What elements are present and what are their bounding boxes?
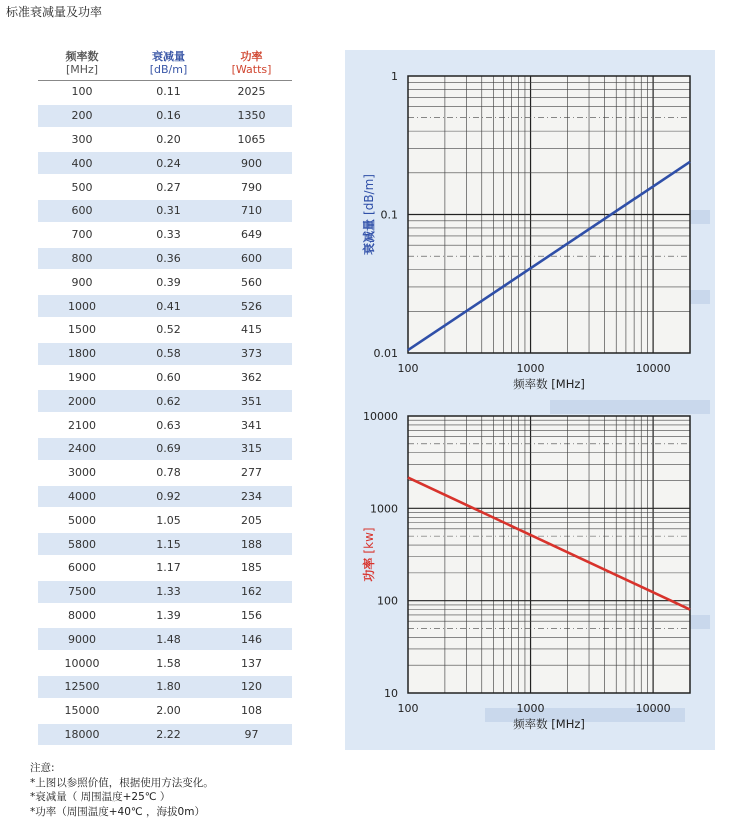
cell-attenuation: 1.33 <box>126 580 211 604</box>
cell-frequency: 5800 <box>38 532 126 556</box>
table-row <box>38 342 292 366</box>
cell-power: 600 <box>211 247 292 271</box>
table-row <box>38 413 292 437</box>
y-tick-label: 10 <box>384 687 398 700</box>
spec-table <box>38 50 292 747</box>
table-row <box>38 175 292 199</box>
cell-frequency: 3000 <box>38 461 126 485</box>
cell-power: 188 <box>211 532 292 556</box>
table-row <box>38 651 292 675</box>
cell-frequency: 5000 <box>38 508 126 532</box>
cell-attenuation: 1.58 <box>126 651 211 675</box>
table-row <box>38 223 292 247</box>
cell-attenuation: 0.16 <box>126 104 211 128</box>
cell-frequency: 800 <box>38 247 126 271</box>
cell-attenuation: 2.00 <box>126 699 211 723</box>
cell-attenuation: 1.05 <box>126 508 211 532</box>
cell-frequency: 2400 <box>38 437 126 461</box>
cell-attenuation: 1.17 <box>126 556 211 580</box>
cell-frequency: 100 <box>38 81 126 104</box>
cell-power: 1350 <box>211 104 292 128</box>
cell-attenuation: 0.52 <box>126 318 211 342</box>
table-row <box>38 723 292 747</box>
table-row <box>38 270 292 294</box>
table-row <box>38 151 292 175</box>
header-power <box>211 50 292 81</box>
cell-attenuation: 0.60 <box>126 366 211 390</box>
y-tick-label: 100 <box>377 594 398 608</box>
x-tick-label: 1000 <box>516 702 545 715</box>
y-axis-title-label: 功率 <box>362 557 376 582</box>
cell-frequency: 300 <box>38 128 126 152</box>
header-attenuation <box>126 50 211 81</box>
cell-frequency: 1900 <box>38 366 126 390</box>
notes-line: *衰减量（ 周围温度+25℃ ） <box>30 791 171 803</box>
table-row <box>38 627 292 651</box>
header-frequency <box>38 50 126 81</box>
cell-power: 649 <box>211 223 292 247</box>
table-row <box>38 128 292 152</box>
cell-frequency: 9000 <box>38 627 126 651</box>
chart-panel <box>345 50 715 750</box>
header-frequency-label: 频率数 <box>65 50 99 63</box>
y-tick-label: 1 <box>391 70 398 83</box>
y-tick-label: 1000 <box>370 502 398 516</box>
cell-frequency: 700 <box>38 223 126 247</box>
cell-frequency: 500 <box>38 175 126 199</box>
background-ghost-bar <box>485 708 685 722</box>
cell-frequency: 12500 <box>38 675 126 699</box>
cell-frequency: 900 <box>38 270 126 294</box>
table-row <box>38 199 292 223</box>
x-tick-label: 100 <box>397 362 419 375</box>
table-row <box>38 104 292 128</box>
cell-power: 185 <box>211 556 292 580</box>
cell-frequency: 400 <box>38 151 126 175</box>
cell-attenuation: 0.31 <box>126 199 211 223</box>
table-row <box>38 247 292 271</box>
cell-power: 162 <box>211 580 292 604</box>
table-row <box>38 699 292 723</box>
cell-power: 362 <box>211 366 292 390</box>
cell-power: 315 <box>211 437 292 461</box>
x-tick-label: 10000 <box>635 362 671 375</box>
x-tick-label: 10000 <box>635 702 671 715</box>
background-ghost-bar <box>550 400 710 414</box>
cell-frequency: 1800 <box>38 342 126 366</box>
background-ghost-bar <box>550 210 710 224</box>
cell-frequency: 18000 <box>38 723 126 747</box>
cell-power: 710 <box>211 199 292 223</box>
cell-attenuation: 0.11 <box>126 81 211 104</box>
x-axis-title: 频率数 [MHz] <box>513 717 585 731</box>
cell-power: 900 <box>211 151 292 175</box>
cell-frequency: 1000 <box>38 294 126 318</box>
cell-power: 205 <box>211 508 292 532</box>
cell-power: 146 <box>211 627 292 651</box>
x-tick-label: 1000 <box>516 362 545 375</box>
cell-frequency: 4000 <box>38 485 126 509</box>
y-tick-label: 10000 <box>363 410 398 423</box>
cell-power: 790 <box>211 175 292 199</box>
cell-attenuation: 0.33 <box>126 223 211 247</box>
table-row <box>38 604 292 628</box>
cell-attenuation: 0.41 <box>126 294 211 318</box>
cell-attenuation: 0.36 <box>126 247 211 271</box>
notes <box>30 761 214 819</box>
cell-attenuation: 0.62 <box>126 389 211 413</box>
cell-power: 560 <box>211 270 292 294</box>
cell-power: 137 <box>211 651 292 675</box>
cell-attenuation: 1.80 <box>126 675 211 699</box>
table-row <box>38 294 292 318</box>
cell-attenuation: 0.58 <box>126 342 211 366</box>
cell-power: 2025 <box>211 81 292 104</box>
table-row <box>38 81 292 104</box>
table-row <box>38 461 292 485</box>
y-axis-title-unit: [kw] <box>362 527 376 554</box>
cell-attenuation: 2.22 <box>126 723 211 747</box>
cell-attenuation: 0.69 <box>126 437 211 461</box>
table-row <box>38 556 292 580</box>
cell-attenuation: 0.27 <box>126 175 211 199</box>
table-header-row <box>38 50 292 81</box>
y-tick-label: 0.1 <box>380 208 398 222</box>
table-body <box>38 81 292 747</box>
table-row <box>38 580 292 604</box>
cell-attenuation: 1.15 <box>126 532 211 556</box>
cell-frequency: 2100 <box>38 413 126 437</box>
table-row <box>38 437 292 461</box>
cell-frequency: 600 <box>38 199 126 223</box>
header-frequency-unit: [MHz] <box>65 63 99 76</box>
x-tick-label: 100 <box>397 702 419 715</box>
cell-frequency: 15000 <box>38 699 126 723</box>
cell-power: 234 <box>211 485 292 509</box>
cell-attenuation: 1.39 <box>126 604 211 628</box>
cell-frequency: 6000 <box>38 556 126 580</box>
cell-power: 108 <box>211 699 292 723</box>
table-row <box>38 485 292 509</box>
header-attenuation-label: 衰减量 <box>152 50 185 63</box>
cell-frequency: 200 <box>38 104 126 128</box>
cell-attenuation: 0.20 <box>126 128 211 152</box>
x-axis-title: 频率数 [MHz] <box>513 377 585 391</box>
cell-power: 373 <box>211 342 292 366</box>
notes-line: *功率（周围温度+40℃ ，海拔0m） <box>30 805 205 818</box>
cell-power: 277 <box>211 461 292 485</box>
cell-power: 97 <box>211 723 292 747</box>
cell-attenuation: 0.24 <box>126 151 211 175</box>
cell-power: 415 <box>211 318 292 342</box>
cell-attenuation: 0.92 <box>126 485 211 509</box>
cell-frequency: 1500 <box>38 318 126 342</box>
cell-power: 341 <box>211 413 292 437</box>
notes-line: *上图以参照价值，根据使用方法变化。 <box>30 776 214 789</box>
page-title: 标准衰减量及功率 <box>6 5 103 19</box>
header-power-label: 功率 <box>240 50 263 63</box>
background-ghost-bar <box>550 290 710 304</box>
table-row <box>38 508 292 532</box>
cell-attenuation: 1.48 <box>126 627 211 651</box>
cell-frequency: 8000 <box>38 604 126 628</box>
cell-power: 351 <box>211 389 292 413</box>
header-attenuation-unit: [dB/m] <box>149 63 188 76</box>
y-axis-title-unit: [dB/m] <box>362 174 376 215</box>
cell-power: 526 <box>211 294 292 318</box>
cell-attenuation: 0.78 <box>126 461 211 485</box>
y-axis-title-label: 衰减量 <box>362 218 376 255</box>
cell-power: 120 <box>211 675 292 699</box>
table-row <box>38 366 292 390</box>
table-row <box>38 318 292 342</box>
cell-frequency: 7500 <box>38 580 126 604</box>
cell-attenuation: 0.39 <box>126 270 211 294</box>
table-row <box>38 389 292 413</box>
cell-frequency: 10000 <box>38 651 126 675</box>
header-power-unit: [Watts] <box>231 63 272 76</box>
y-tick-label: 0.01 <box>373 347 398 360</box>
cell-attenuation: 0.63 <box>126 413 211 437</box>
notes-title: 注意: <box>30 762 55 774</box>
cell-frequency: 2000 <box>38 389 126 413</box>
cell-power: 156 <box>211 604 292 628</box>
table-row <box>38 532 292 556</box>
cell-power: 1065 <box>211 128 292 152</box>
background-ghost-bar <box>550 615 710 629</box>
table-row <box>38 675 292 699</box>
